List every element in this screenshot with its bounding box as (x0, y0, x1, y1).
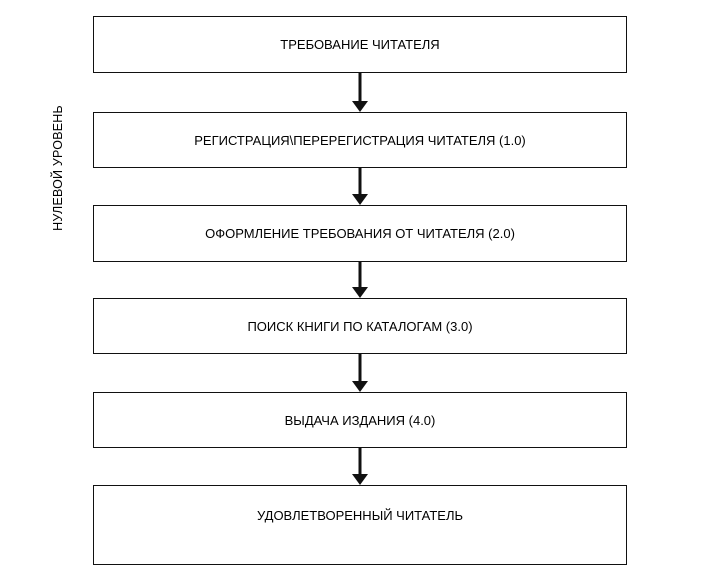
step-label-registration: РЕГИСТРАЦИЯ\ПЕРЕРЕГИСТРАЦИЯ ЧИТАТЕЛЯ (1.0) (194, 132, 526, 148)
arrow-1 (352, 73, 368, 112)
step-box-issue-edition (93, 392, 627, 448)
level-label: НУЛЕВОЙ УРОВЕНЬ (51, 105, 65, 231)
step-label-satisfied-reader: УДОВЛЕТВОРЕННЫЙ ЧИТАТЕЛЬ (256, 508, 464, 523)
step-box-registration (93, 112, 627, 168)
step-label-issue-edition: ВЫДАЧА ИЗДАНИЯ (4.0) (284, 412, 436, 428)
arrow-4 (352, 354, 368, 392)
step-label-catalog-search: ПОИСК КНИГИ ПО КАТАЛОГАМ (3.0) (247, 318, 473, 334)
step-box-satisfied-reader (93, 485, 627, 565)
step-box-reader-request (93, 16, 627, 73)
step-label-request-form: ОФОРМЛЕНИЕ ТРЕБОВАНИЯ ОТ ЧИТАТЕЛЯ (2.0) (205, 226, 515, 241)
step-label-reader-request: ТРЕБОВАНИЕ ЧИТАТЕЛЯ (280, 37, 440, 52)
arrow-3 (352, 262, 368, 298)
arrow-5 (352, 448, 368, 485)
step-box-catalog-search (93, 298, 627, 354)
step-box-request-form (93, 205, 627, 262)
arrow-2 (352, 168, 368, 205)
